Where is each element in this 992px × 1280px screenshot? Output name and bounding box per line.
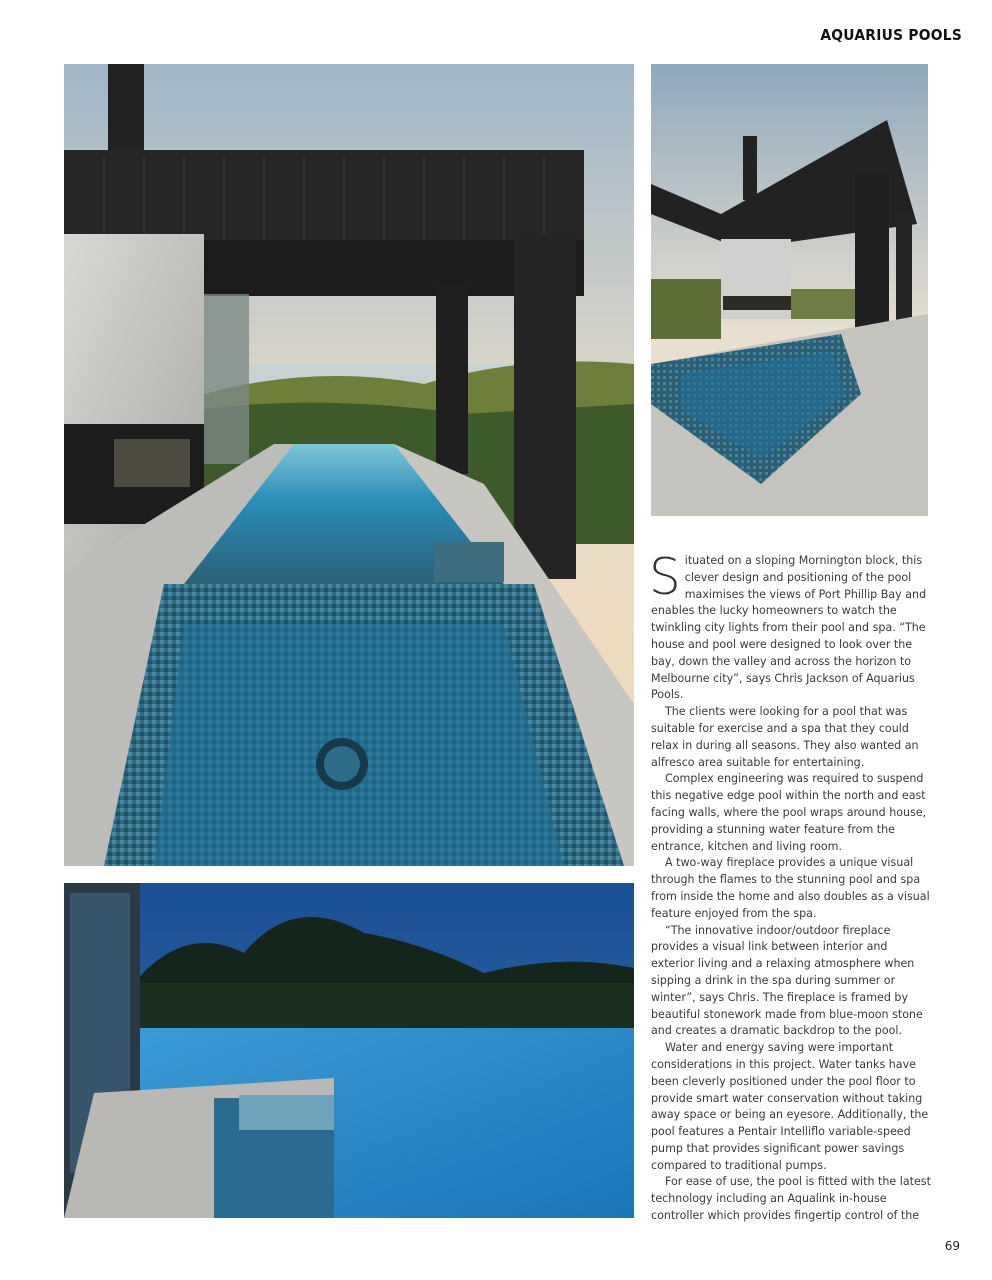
article-paragraph: “The innovative indoor/outdoor fireplace provides a visual link between interior and exterior living and a relaxing atmosphere when sipping a drink in the spa during summer or winter”, says Chris. The fireplace is framed by beautiful stonework made from blue-moon stone and creates a dramatic backdrop to the pool.	[651, 923, 923, 1038]
main-photo-icon	[64, 64, 634, 866]
page-number: 69	[944, 1239, 960, 1253]
drop-cap: S	[649, 548, 681, 606]
side-pool-photo	[651, 64, 928, 516]
article-paragraph: Complex engineering was required to suspend this negative edge pool within the north and east facing walls, where the pool wraps around house, providing a stunning water feature from the entrance, kitchen and living room.	[651, 772, 927, 853]
night-photo-icon	[64, 883, 634, 1218]
article-paragraph: Water and energy saving were important considerations in this project. Water tanks have been cleverly positioned under the pool floor to provide smart water conservation without taking away space or being an eyesore. Additionally, the pool features a Pentair Intelliflo variable-speed pump that provides significant power savings compared to traditional pumps.	[651, 1041, 929, 1172]
article-paragraph	[649, 548, 931, 704]
article-body	[649, 548, 931, 1225]
side-photo-icon	[651, 64, 928, 516]
paragraph-text: ituated on a sloping Mornington block, this clever design and positioning of the pool maximises the views of Port Phillip Bay and enables the lucky homeowners to watch the twinkling city lights from their pool and spa. “The house and pool were designed to look over the bay, down the valley and across the horizon to Melbourne city”, says Chris Jackson of Aquarius Pools.	[651, 554, 927, 702]
article-paragraph: For ease of use, the pool is fitted with the latest technology including an Aqualink in-house controller which provides fingertip control of the	[651, 1175, 931, 1223]
night-pool-photo	[64, 883, 634, 1218]
main-pool-photo	[64, 64, 634, 866]
header-title: AQUARIUS POOLS	[820, 26, 962, 44]
article-paragraph: A two-way fireplace provides a unique visual through the flames to the stunning pool and spa from inside the home and also doubles as a visual feature enjoyed from the spa.	[651, 856, 930, 920]
article-paragraph: The clients were looking for a pool that was suitable for exercise and a spa that they could relax in during all seasons. They also wanted an alfresco area suitable for entertaining.	[651, 705, 919, 769]
